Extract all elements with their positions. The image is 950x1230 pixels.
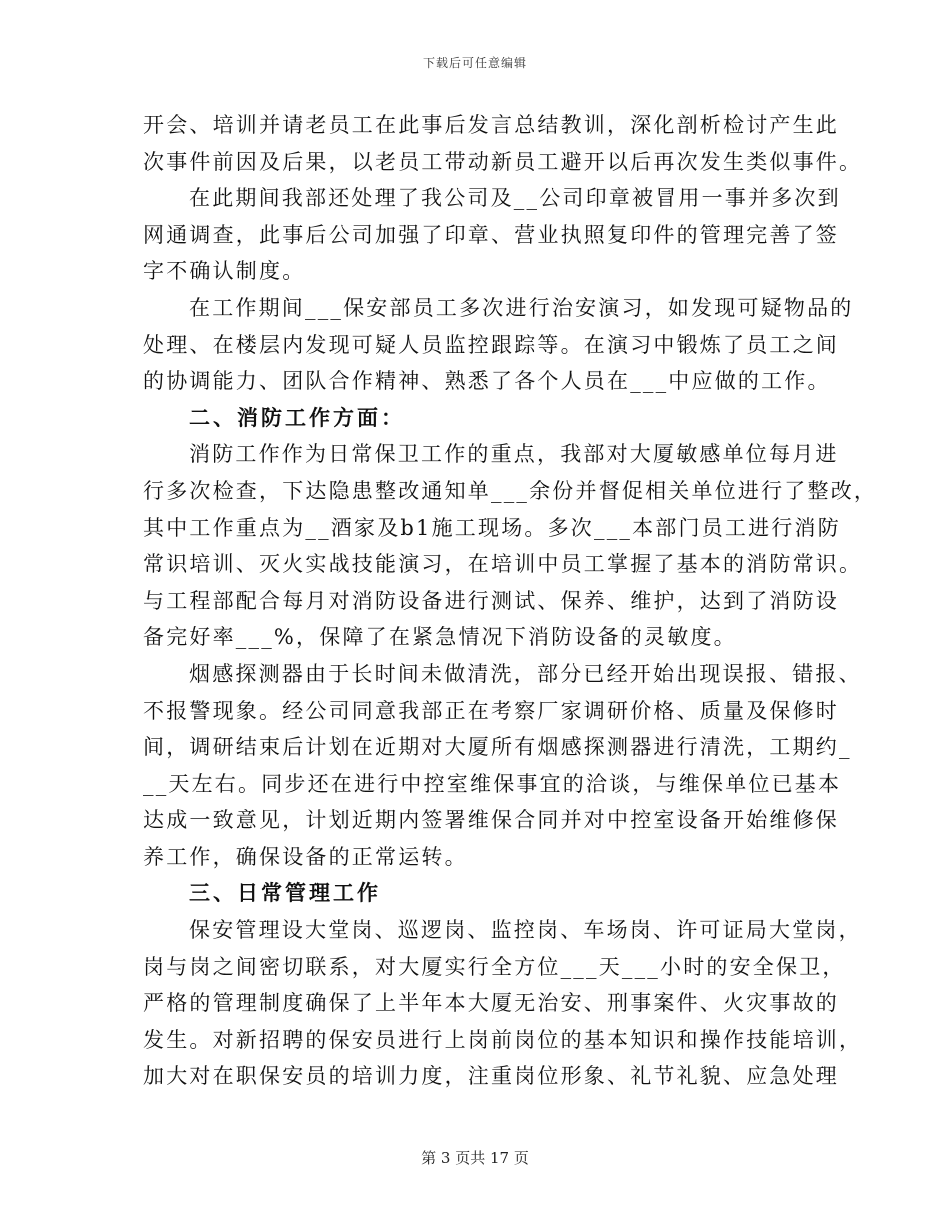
paragraph-line: 严格的管理制度确保了上半年本大厦无治安、刑事案件、火灾事故的 bbox=[143, 991, 839, 1016]
section-heading: 三、日常管理工作 bbox=[189, 881, 381, 906]
paragraph-line: 消防工作作为日常保卫工作的重点，我部对大厦敏感单位每月进 bbox=[189, 442, 839, 467]
paragraph-line: 保安管理设大堂岗、巡逻岗、监控岗、车场岗、许可证局大堂岗， bbox=[189, 918, 862, 943]
paragraph-line: 与工程部配合每月对消防设备进行测试、保养、维护，达到了消防设 bbox=[143, 588, 839, 613]
paragraph-line: 网通调查，此事后公司加强了印章、营业执照复印件的管理完善了签 bbox=[143, 222, 839, 247]
paragraph-line: 在此期间我部还处理了我公司及__公司印章被冒用一事并多次到 bbox=[189, 186, 841, 211]
paragraph-line: 在工作期间___保安部员工多次进行治安演习，如发现可疑物品的 bbox=[189, 295, 854, 320]
paragraph-line: 字不确认制度。 bbox=[143, 259, 306, 284]
paragraph-line: 备完好率___%，保障了在紧急情况下消防设备的灵敏度。 bbox=[143, 625, 737, 650]
paragraph-line: 行多次检查，下达隐患整改通知单___余份并督促相关单位进行了整改， bbox=[143, 478, 878, 503]
paragraph-line: 达成一致意见，计划近期内签署维保合同并对中控室设备开始维修保 bbox=[143, 808, 839, 833]
paragraph-line: 间，调研结束后计划在近期对大厦所有烟感探测器进行清洗，工期约_ bbox=[143, 735, 852, 760]
paragraph-line: 烟感探测器由于长时间未做清洗，部分已经开始出现误报、错报、 bbox=[189, 661, 862, 686]
paragraph-line: 其中工作重点为__酒家及b1施工现场。多次___本部门员工进行消防 bbox=[143, 515, 841, 540]
document-body bbox=[143, 107, 878, 1095]
paragraph-line: 加大对在职保安员的培训力度，注重岗位形象、礼节礼貌、应急处理 bbox=[143, 1064, 839, 1089]
paragraph-line: 发生。对新招聘的保安员进行上岗前岗位的基本知识和操作技能培训， bbox=[143, 1027, 863, 1052]
page-number: 第 3 页共 17 页 bbox=[421, 1149, 529, 1167]
paragraph-line: 养工作，确保设备的正常运转。 bbox=[143, 844, 468, 869]
paragraph-line: __天左右。同步还在进行中控室维保事宜的洽谈，与维保单位已基本 bbox=[143, 771, 842, 796]
paragraph-line: 次事件前因及后果，以老员工带动新员工避开以后再次发生类似事件。 bbox=[143, 149, 863, 174]
paragraph-line: 常识培训、灭火实战技能演习，在培训中员工掌握了基本的消防常识。 bbox=[143, 552, 863, 577]
page-header: 下载后可任意编辑 bbox=[422, 56, 527, 70]
paragraph-line: 的协调能力、团队合作精神、熟悉了各个人员在___中应做的工作。 bbox=[143, 369, 831, 394]
section-heading: 二、消防工作方面： bbox=[189, 405, 405, 430]
paragraph-line: 开会、培训并请老员工在此事后发言总结教训，深化剖析检讨产生此 bbox=[143, 113, 839, 137]
paragraph-line: 岗与岗之间密切联系，对大厦实行全方位___天___小时的安全保卫， bbox=[143, 954, 846, 979]
paragraph-line: 不报警现象。经公司同意我部正在考察厂家调研价格、质量及保修时 bbox=[143, 698, 839, 723]
paragraph-line: 处理、在楼层内发现可疑人员监控跟踪等。在演习中锻炼了员工之间 bbox=[143, 332, 839, 357]
